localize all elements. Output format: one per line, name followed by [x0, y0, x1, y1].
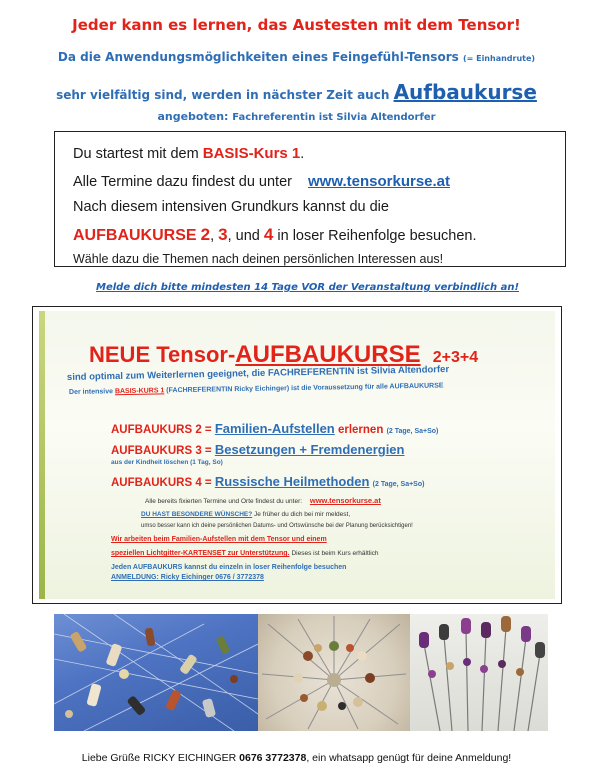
- flyer-kartenset: speziellen Lichtgitter-KARTENSET zur Unterstützung.: [111, 550, 290, 557]
- box-line2-prefix: Alle Termine dazu findest du unter: [73, 174, 292, 190]
- ak3-topic: Besetzungen + Fremdenergien: [214, 442, 405, 457]
- box-line-basis: [73, 145, 304, 162]
- ak3-note: aus der Kindheit löschen (1 Tag, So): [111, 459, 223, 466]
- ak4-topic: Russische Heilmethoden: [214, 474, 370, 489]
- photo-tensors-fan: [258, 614, 410, 731]
- ak2-duration: (2 Tage, Sa+So): [386, 428, 439, 435]
- box-line1-suffix: .: [300, 146, 305, 162]
- flyer-accent-bar: [39, 311, 45, 599]
- flyer-termine: [145, 496, 381, 505]
- photo-tensors-fan-art: [258, 614, 410, 731]
- intro-line-2-text: sehr vielfältig sind, werden in nächster Zeit auch: [56, 88, 390, 102]
- flyer-subtitle: sind optimal zum Weiterlernen geeignet, die FACHREFERENTIN ist Silvia Altendorfer: [66, 363, 450, 383]
- box-line-aufbaukurse: [73, 225, 476, 245]
- basis-kurs-label: BASIS-Kurs 1: [202, 145, 301, 162]
- flyer-tensorkurse-link: www.tensorkurse.at: [309, 496, 381, 505]
- ak4-duration: (2 Tage, Sa+So): [372, 481, 425, 488]
- ak3-label: AUFBAUKURS 3 =: [111, 445, 212, 457]
- registration-notice: Melde dich bitte mindesten 14 Tage VOR der Veranstaltung verbindlich an!: [96, 282, 519, 293]
- photo-tensors-standing: [410, 614, 548, 731]
- intro-line-3: [0, 110, 593, 123]
- intro-line-1-note: (= Einhandrute): [462, 54, 536, 63]
- intro-line-3-text: angeboten:: [157, 110, 229, 123]
- flyer-aufbaukurs-4: [111, 474, 424, 489]
- photo-tensors-standing-art: [410, 614, 548, 731]
- ak2-label: AUFBAUKURS 2 =: [111, 424, 212, 436]
- flyer-aufbaukurs-3: [111, 442, 404, 457]
- flyer-kartenset-note: Dieses ist beim Kurs erhältlich: [291, 550, 379, 557]
- box-line4-und: , und: [227, 228, 260, 244]
- ak2-verb: erlernen: [337, 424, 384, 436]
- flyer-each-course: Jeden AUFBAUKURS kannst du einzeln in loser Reihenfolge besuchen: [111, 564, 347, 571]
- flyer-wishes-detail: umso besser kann ich deine persönlichen Datums- und Ortswünsche bei der Planung berücksichtigen!: [141, 523, 413, 529]
- info-box: [54, 131, 566, 267]
- flyer-aufbaukurs-2: [111, 421, 438, 436]
- flyer-work-line-2: [111, 550, 379, 557]
- ak2-topic: Familien-Aufstellen: [214, 421, 335, 436]
- headline: Jeder kann es lernen, das Austesten mit dem Tensor!: [72, 16, 521, 34]
- box-line4-suffix: in loser Reihenfolge besuchen.: [277, 228, 477, 244]
- flyer-anmeldung: ANMELDUNG: Ricky Eichinger 0676 / 3772378: [111, 574, 264, 581]
- flyer-title-prefix: NEUE Tensor-: [89, 342, 236, 367]
- footer: [0, 752, 593, 764]
- photo-tensors-blue: [54, 614, 258, 731]
- intro-line-1: [0, 50, 593, 64]
- box-line1-prefix: Du startest mit dem: [73, 146, 199, 162]
- flyer-work-line-1: Wir arbeiten beim Familien-Aufstellen mit dem Tensor und einem: [111, 536, 327, 543]
- flyer-prereq-suffix: (FACHREFERENTIN Ricky Eichinger) ist die Voraussetzung für alle AUFBAUKURSE: [166, 382, 444, 395]
- flyer-frame: [32, 306, 562, 604]
- flyer-title-numbers: 2+3+4: [432, 349, 479, 366]
- box-line-interessen: Wähle dazu die Themen nach deinen persönlichen Interessen aus!: [73, 252, 444, 266]
- flyer-prereq-prefix: Der intensive: [68, 388, 114, 396]
- footer-phone: 0676 3772378: [239, 752, 307, 764]
- footer-tail: , ein whatsapp genügt für deine Anmeldung!: [306, 752, 512, 764]
- footer-greeting: Liebe Grüße RICKY EICHINGER: [81, 752, 237, 764]
- box-line-termine: [73, 173, 450, 190]
- flyer-wishes: [141, 511, 350, 518]
- ak4-label: AUFBAUKURS 4 =: [111, 477, 212, 489]
- flyer-basis-kurs: BASIS-KURS 1: [114, 387, 165, 396]
- box-line-grundkurs: Nach diesem intensiven Grundkurs kannst du die: [73, 199, 389, 215]
- tensorkurse-link[interactable]: www.tensorkurse.at: [308, 173, 451, 190]
- intro-line-2: [0, 80, 593, 104]
- photo-tensors-blue-art: [54, 614, 258, 731]
- kurs-number-4: 4: [263, 225, 274, 244]
- intro-line-3-sub: Fachreferentin ist Silvia Altendorfer: [232, 112, 436, 123]
- kurs-number-3: 3: [218, 225, 228, 244]
- flyer-image: [39, 311, 555, 599]
- flyer-wishes-text: Je früher du dich bei mir meldest,: [254, 511, 351, 518]
- kurs-number-2: 2: [200, 225, 211, 244]
- intro-line-1-text: Da die Anwendungsmöglichkeiten eines Feingefühl-Tensors: [57, 50, 459, 64]
- flyer-wishes-question: DU HAST BESONDERE WÜNSCHE?: [141, 511, 253, 518]
- box-line4-comma: ,: [210, 228, 215, 244]
- flyer-prerequisite: [69, 382, 444, 396]
- flyer-termine-text: Alle bereits fixierten Termine und Orte findest du unter:: [145, 498, 303, 505]
- aufbaukurse-label: AUFBAUKURSE: [73, 227, 197, 244]
- aufbaukurse-highlight: Aufbaukurse: [393, 80, 537, 104]
- flyer-title-aufbaukurse: AUFBAUKURSE: [235, 341, 421, 368]
